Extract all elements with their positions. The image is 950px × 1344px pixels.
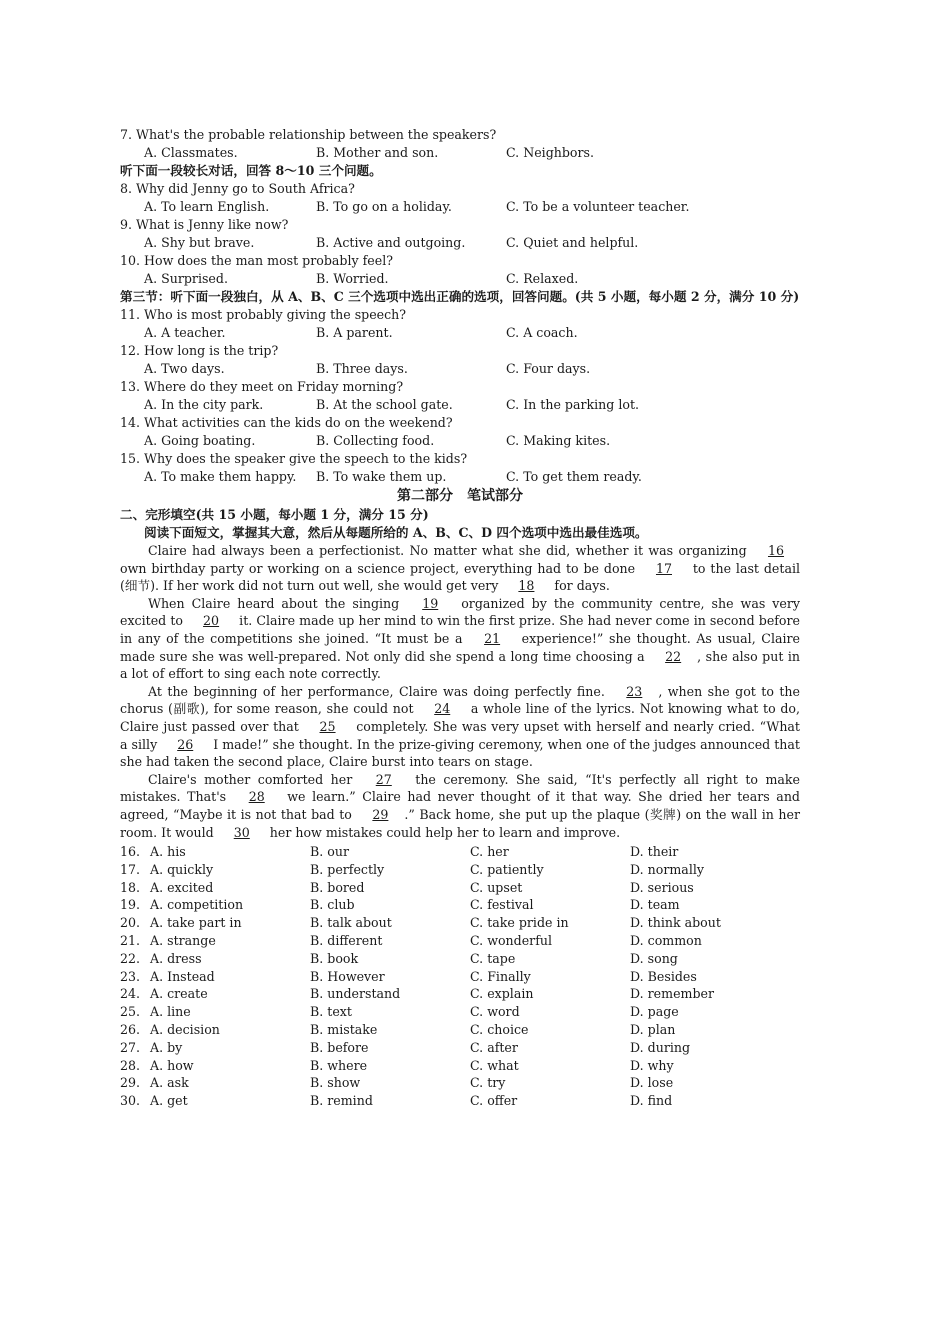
- cloze-option[interactable]: C. patiently: [470, 861, 544, 877]
- cloze-option[interactable]: D. their: [630, 844, 679, 860]
- blank-number[interactable]: 19: [422, 595, 439, 611]
- cloze-option[interactable]: A. ask: [150, 1075, 189, 1091]
- listening-questions-11-15: [120, 306, 800, 486]
- cloze-option[interactable]: B. remind: [310, 1093, 373, 1109]
- passage-text: to the last detail (细节). If her work did not turn out well, she would get very: [120, 560, 801, 594]
- question-number: 21.: [120, 933, 141, 949]
- answer-options: [120, 360, 800, 378]
- answer-option[interactable]: C. To be a volunteer teacher.: [506, 199, 690, 214]
- cloze-option-row: [120, 1074, 800, 1092]
- cloze-option-row: [120, 968, 800, 986]
- question-number: 25.: [120, 1004, 141, 1020]
- question-stem: 11. Who is most probably giving the speech?: [120, 307, 407, 322]
- answer-option[interactable]: B. To wake them up.: [316, 469, 447, 484]
- cloze-options-table: [120, 843, 800, 1110]
- passage-text: I made!” she thought. In the prize-giving ceremony, when one of the judges announced that she had taken the second place, Claire burst into tears on stage.: [120, 736, 800, 770]
- cloze-option-row: [120, 932, 800, 950]
- cloze-option[interactable]: D. page: [630, 1004, 679, 1020]
- cloze-option[interactable]: A. quickly: [150, 861, 214, 877]
- cloze-option[interactable]: C. festival: [470, 897, 534, 913]
- passage-paragraph: [120, 542, 800, 595]
- passage-text: Claire's mother comforted her: [148, 771, 360, 787]
- cloze-option[interactable]: A. strange: [150, 933, 216, 949]
- answer-option[interactable]: A. Going boating.: [144, 433, 256, 448]
- cloze-option[interactable]: A. create: [150, 986, 208, 1002]
- answer-options: [120, 432, 800, 450]
- listening-questions-7-10: [120, 126, 800, 288]
- question-stem: 12. How long is the trip?: [120, 343, 279, 358]
- cloze-option[interactable]: C. take pride in: [470, 915, 569, 931]
- passage-text: we learn.” Claire had never thought of it that way. She dried her tears and agreed, “Maybe it is not that bad to: [120, 789, 800, 822]
- answer-options: [120, 144, 800, 162]
- cloze-option[interactable]: B. However: [310, 968, 385, 984]
- cloze-option[interactable]: B. club: [310, 897, 355, 913]
- section3-instruction: 第三节：听下面一段独白，从 A、B、C 三个选项中选出正确的选项，回答问题。(共 5 小题，每小题 2 分，满分 10 分): [120, 289, 800, 304]
- cloze-title: 二、完形填空(共 15 小题，每小题 1 分，满分 15 分): [120, 507, 429, 522]
- cloze-option[interactable]: B. before: [310, 1039, 369, 1055]
- cloze-option[interactable]: C. try: [470, 1075, 506, 1091]
- answer-options: [120, 396, 800, 414]
- cloze-option-row: [120, 879, 800, 897]
- passage-text: , when she got to the chorus (副歌), for some reason, she could not: [120, 683, 800, 717]
- cloze-option[interactable]: C. upset: [470, 879, 523, 895]
- blank-number[interactable]: 25: [319, 718, 336, 734]
- cloze-option-row: [120, 1092, 800, 1110]
- blank-number[interactable]: 23: [626, 683, 643, 699]
- cloze-option[interactable]: B. bored: [310, 879, 365, 895]
- section-instruction: 听下面一段较长对话，回答 8～10 三个问题。: [120, 163, 382, 178]
- question-number: 16.: [120, 844, 141, 860]
- answer-options: [120, 198, 800, 216]
- question-number: 30.: [120, 1093, 141, 1109]
- cloze-option[interactable]: D. think about: [630, 915, 721, 931]
- cloze-option[interactable]: C. tape: [470, 950, 516, 966]
- cloze-option[interactable]: B. our: [310, 844, 349, 860]
- cloze-option[interactable]: B. different: [310, 933, 383, 949]
- cloze-option[interactable]: C. Finally: [470, 968, 531, 984]
- answer-option[interactable]: A. In the city park.: [144, 397, 264, 412]
- cloze-option-row: [120, 843, 800, 861]
- cloze-option[interactable]: B. text: [310, 1004, 352, 1020]
- answer-option[interactable]: A. Shy but brave.: [144, 235, 255, 250]
- question-number: 22.: [120, 950, 141, 966]
- passage-text: At the beginning of her performance, Claire was doing perfectly fine.: [148, 683, 611, 699]
- cloze-option[interactable]: D. remember: [630, 986, 714, 1002]
- cloze-option[interactable]: D. find: [630, 1093, 673, 1109]
- blank-number[interactable]: 17: [655, 560, 672, 576]
- answer-option[interactable]: C. Making kites.: [506, 433, 611, 448]
- cloze-option[interactable]: C. after: [470, 1039, 518, 1055]
- answer-option[interactable]: B. Worried.: [316, 271, 389, 286]
- answer-option[interactable]: C. Quiet and helpful.: [506, 235, 639, 250]
- cloze-option-row: [120, 985, 800, 1003]
- cloze-option[interactable]: C. choice: [470, 1022, 529, 1038]
- cloze-option[interactable]: A. get: [150, 1093, 188, 1109]
- cloze-directions: 阅读下面短文，掌握其大意，然后从每题所给的 A、B、C、D 四个选项中选出最佳选项。: [144, 525, 648, 540]
- answer-option[interactable]: A. Classmates.: [144, 145, 238, 160]
- answer-option[interactable]: B. Three days.: [316, 361, 408, 376]
- cloze-option-row: [120, 1039, 800, 1057]
- answer-option[interactable]: C. Relaxed.: [506, 271, 579, 286]
- cloze-option[interactable]: A. decision: [150, 1022, 220, 1038]
- blank-number[interactable]: 26: [177, 736, 194, 752]
- passage-paragraph: [120, 771, 800, 841]
- question-number: 24.: [120, 986, 141, 1002]
- answer-options: [120, 234, 800, 252]
- answer-option[interactable]: C. To get them ready.: [506, 469, 642, 484]
- question-stem: 9. What is Jenny like now?: [120, 217, 289, 232]
- answer-option[interactable]: A. To make them happy.: [144, 469, 297, 484]
- cloze-option-row: [120, 914, 800, 932]
- cloze-option-row: [120, 1003, 800, 1021]
- cloze-option[interactable]: D. why: [630, 1057, 674, 1073]
- answer-option[interactable]: C. In the parking lot.: [506, 397, 640, 412]
- passage-text: .” Back home, she put up the plaque (奖牌) on the wall in her room. It would: [120, 806, 800, 840]
- passage-text: experience!” she thought. As usual, Claire made sure she was well-prepared. Not only did she spend a long time choosing a: [120, 630, 800, 664]
- answer-option[interactable]: A. A teacher.: [144, 325, 226, 340]
- cloze-option[interactable]: A. how: [150, 1057, 194, 1073]
- passage-text: her how mistakes could help her to learn and improve.: [265, 824, 621, 840]
- passage-text: organized by the community centre, she was very excited to: [120, 595, 800, 629]
- cloze-option[interactable]: A. Instead: [150, 968, 215, 984]
- cloze-option[interactable]: A. competition: [150, 897, 244, 913]
- cloze-option[interactable]: A. his: [150, 844, 186, 860]
- answer-options: [120, 270, 800, 288]
- answer-option[interactable]: C. A coach.: [506, 325, 578, 340]
- question-number: 27.: [120, 1039, 141, 1055]
- answer-option[interactable]: B. A parent.: [316, 325, 393, 340]
- cloze-option[interactable]: D. serious: [630, 879, 694, 895]
- passage-text: for days.: [550, 578, 610, 594]
- passage-text: it. Claire made up her mind to win the first prize. She had never come in second before in any of the competitions she joined. “It must be a: [120, 613, 800, 646]
- answer-options: [120, 468, 800, 486]
- passage-text: own birthday party or working on a science project, everything had to be done: [120, 560, 640, 576]
- question-number: 28.: [120, 1057, 141, 1073]
- question-stem: 7. What's the probable relationship between the speakers?: [120, 127, 497, 142]
- cloze-option[interactable]: B. book: [310, 950, 359, 966]
- cloze-option[interactable]: D. lose: [630, 1075, 674, 1091]
- answer-option[interactable]: B. Collecting food.: [316, 433, 435, 448]
- cloze-option[interactable]: C. word: [470, 1004, 520, 1020]
- question-number: 23.: [120, 968, 141, 984]
- cloze-option[interactable]: B. talk about: [310, 915, 392, 931]
- cloze-option-row: [120, 861, 800, 879]
- question-number: 17.: [120, 861, 141, 877]
- blank-number[interactable]: 16: [767, 543, 785, 558]
- question-number: 26.: [120, 1022, 141, 1038]
- cloze-option[interactable]: D. plan: [630, 1022, 676, 1038]
- cloze-option[interactable]: C. her: [470, 844, 509, 860]
- answer-option[interactable]: C. Four days.: [506, 361, 591, 376]
- cloze-option[interactable]: A. by: [150, 1039, 183, 1055]
- cloze-option[interactable]: D. team: [630, 897, 680, 913]
- question-stem: 8. Why did Jenny go to South Africa?: [120, 181, 355, 196]
- passage-text: Claire had always been a perfectionist. No matter what she did, whether it was organizing: [148, 543, 752, 558]
- question-number: 20.: [120, 915, 141, 931]
- cloze-option[interactable]: A. line: [150, 1004, 191, 1020]
- cloze-option[interactable]: B. perfectly: [310, 861, 385, 877]
- blank-number[interactable]: 29: [372, 806, 389, 822]
- cloze-option[interactable]: D. Besides: [630, 968, 697, 984]
- blank-number[interactable]: 18: [518, 578, 535, 594]
- passage-paragraph: [120, 595, 800, 683]
- cloze-option-row: [120, 1021, 800, 1039]
- cloze-option[interactable]: C. explain: [470, 986, 534, 1002]
- cloze-option[interactable]: D. normally: [630, 861, 704, 877]
- cloze-passage: [120, 542, 800, 841]
- blank-number[interactable]: 28: [248, 789, 265, 805]
- passage-text: a whole line of the lyrics. Not knowing what to do, Claire just passed over that: [120, 701, 800, 734]
- blank-number[interactable]: 22: [665, 648, 682, 664]
- part2-title: 第二部分 笔试部分: [397, 488, 523, 504]
- cloze-option[interactable]: C. wonderful: [470, 933, 553, 949]
- question-stem: 10. How does the man most probably feel?: [120, 253, 393, 268]
- cloze-option[interactable]: A. excited: [150, 879, 214, 895]
- cloze-option[interactable]: B. mistake: [310, 1022, 378, 1038]
- blank-number[interactable]: 30: [233, 824, 250, 840]
- cloze-option[interactable]: A. dress: [150, 950, 202, 966]
- cloze-option[interactable]: C. offer: [470, 1093, 518, 1109]
- cloze-option-row: [120, 896, 800, 914]
- cloze-option-row: [120, 950, 800, 968]
- passage-text: completely. She was very upset with herself and nearly cried. “What a silly: [120, 718, 800, 752]
- answer-option[interactable]: B. Active and outgoing.: [316, 235, 466, 250]
- question-stem: 13. Where do they meet on Friday morning?: [120, 379, 404, 394]
- question-number: 19.: [120, 897, 141, 913]
- answer-option[interactable]: B. At the school gate.: [316, 397, 453, 412]
- passage-paragraph: [120, 683, 800, 771]
- cloze-option[interactable]: B. understand: [310, 986, 401, 1002]
- cloze-option[interactable]: B. where: [310, 1057, 368, 1073]
- cloze-option[interactable]: C. what: [470, 1057, 519, 1073]
- answer-option[interactable]: A. Surprised.: [144, 271, 228, 286]
- blank-number[interactable]: 24: [434, 701, 451, 717]
- passage-text: When Claire heard about the singing: [148, 595, 407, 611]
- passage-text: the ceremony. She said, “It's perfectly all right to make mistakes. That's: [120, 771, 800, 805]
- cloze-option[interactable]: D. common: [630, 933, 702, 949]
- answer-option[interactable]: B. To go on a holiday.: [316, 199, 452, 214]
- cloze-option[interactable]: D. song: [630, 950, 678, 966]
- answer-option[interactable]: A. To learn English.: [144, 199, 270, 214]
- cloze-option[interactable]: B. show: [310, 1075, 361, 1091]
- question-number: 18.: [120, 879, 141, 895]
- blank-number[interactable]: 20: [203, 613, 220, 629]
- answer-option[interactable]: A. Two days.: [144, 361, 225, 376]
- question-stem: 15. Why does the speaker give the speech to the kids?: [120, 451, 468, 466]
- answer-option[interactable]: C. Neighbors.: [506, 145, 594, 160]
- question-number: 29.: [120, 1075, 141, 1091]
- cloze-option[interactable]: A. take part in: [150, 915, 242, 931]
- blank-number[interactable]: 27: [375, 771, 392, 787]
- answer-option[interactable]: B. Mother and son.: [316, 145, 439, 160]
- cloze-option-row: [120, 1057, 800, 1075]
- answer-options: [120, 324, 800, 342]
- passage-text: , she also put in a lot of effort to sing each note correctly.: [120, 648, 801, 682]
- blank-number[interactable]: 21: [484, 630, 501, 646]
- cloze-option[interactable]: D. during: [630, 1039, 691, 1055]
- question-stem: 14. What activities can the kids do on the weekend?: [120, 415, 453, 430]
